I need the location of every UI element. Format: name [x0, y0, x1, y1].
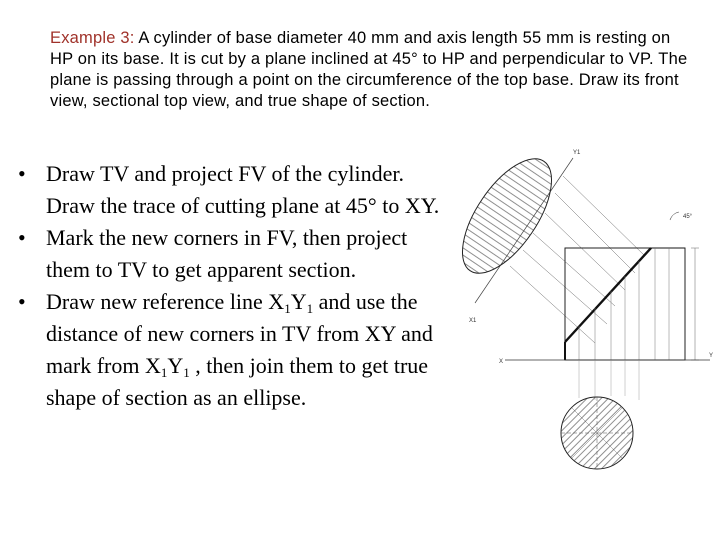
- subscript-1: 1: [160, 365, 168, 380]
- bullet-text-3d: Y: [167, 353, 184, 378]
- angle-label: 45°: [683, 214, 693, 220]
- y1-label: Y1: [573, 150, 581, 156]
- bullet-item-2: [18, 222, 448, 286]
- cut-plane-trace: [565, 248, 651, 342]
- bullet-dot-icon: •: [18, 225, 26, 250]
- bullet-item-3: [18, 286, 448, 414]
- sectional-top-view: [561, 397, 633, 469]
- subscript-1: 1: [284, 301, 291, 316]
- subscript-1: 1: [183, 365, 190, 380]
- angle-arc: [670, 212, 679, 220]
- example-label: Example 3:: [50, 29, 135, 47]
- engineering-drawing: [455, 138, 715, 483]
- bullet-text-3c: and use the distance of new corners in TV from XY and mark from X: [46, 289, 433, 378]
- bullet-dot-icon: •: [18, 289, 26, 314]
- bullet-dot-icon: •: [18, 161, 26, 186]
- bullet-text-3a: Draw new reference line X: [46, 289, 285, 314]
- bullet-text-3b: Y: [290, 289, 307, 314]
- problem-text: A cylinder of base diameter 40 mm and axis length 55 mm is resting on HP on its base. It is cut by a plane inclined at 45° to HP and perpendicular to VP. The plane is passing through a point on the circumference of the top base. Draw its front view, sectional top view, and true shape of section.: [50, 29, 688, 110]
- x-label: X: [499, 359, 504, 365]
- dimension-marks: [691, 248, 699, 360]
- bullet-list: [18, 158, 448, 414]
- bullet-item-1: [18, 158, 448, 222]
- bullet-text-3e: , then join them to get true shape of section as an ellipse.: [46, 353, 429, 410]
- vertical-projectors: [579, 360, 639, 400]
- true-shape-ellipse: [455, 145, 569, 288]
- bullet-text-1: Draw TV and project FV of the cylinder. Draw the trace of cutting plane at 45° to XY.: [46, 161, 440, 218]
- bullet-text-2: Mark the new corners in FV, then project them to TV to get apparent section.: [46, 225, 408, 282]
- fv-generators: [579, 248, 669, 360]
- problem-statement: [50, 28, 690, 112]
- x1-label: X1: [469, 318, 477, 324]
- y-label: Y: [709, 353, 714, 359]
- subscript-1: 1: [306, 301, 314, 316]
